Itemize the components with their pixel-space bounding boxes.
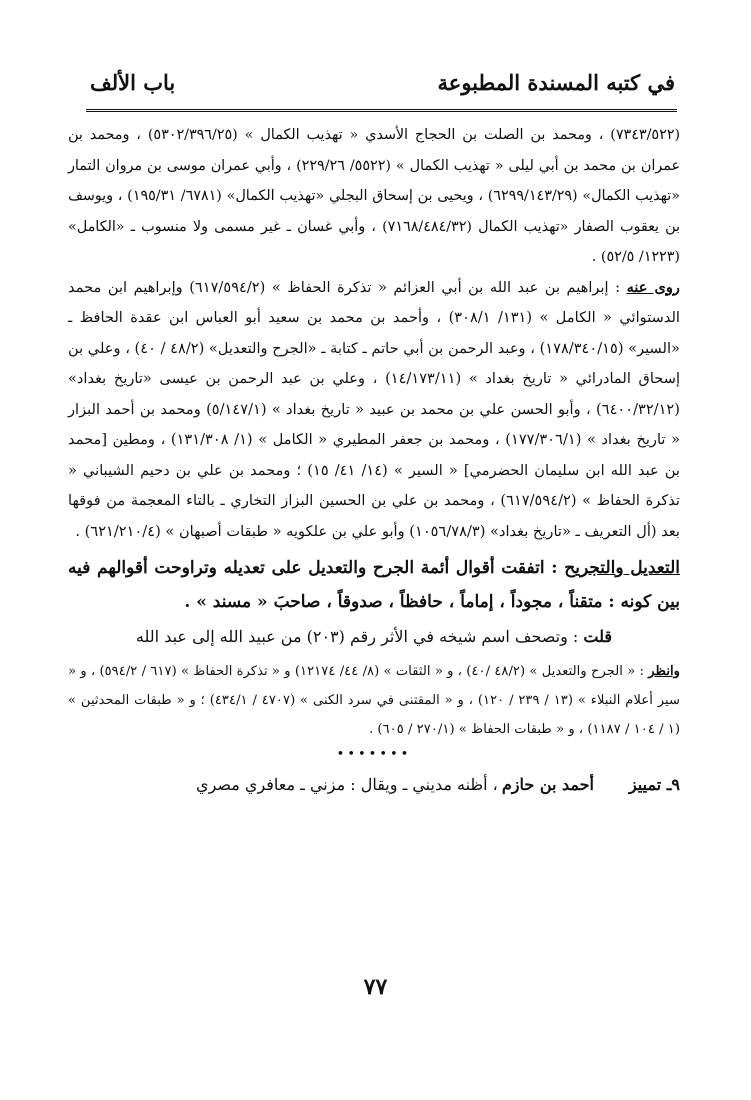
author-note-label: قلت <box>583 627 613 646</box>
page-header <box>90 70 675 95</box>
narrated-from-continuation: (٧٣٤٣/٥٢٢) ، ومحمد بن الصلت بن الحجاج الأسدي « تهذيب الكمال » (٥٣٠٢/٣٩٦/٢٥) ، ومحمد بن عمران بن محمد بن أبي ليلى « تهذيب الكمال » (٥٥٢٢/ ٢٢٩/٢٦) ، وأبي عمران موسى بن مروان التمار «تهذيب الكمال» (٦٢٩٩/١٤٣/٢٩) ، ويحيى بن إسحاق البجلي «تهذيب الكمال» (٦٧٨١/ ١٩٥/٣١) ، ويوسف بن يعقوب الصفار «تهذيب الكمال (٧١٦٨/٤٨٤/٣٢) ، وأبي غسان ـ غير مسمى ولا منسوب ـ «الكامل» (١٢٢٣/ ٥٢/٥) . <box>68 127 681 265</box>
entry-description: ، أظنه مديني ـ ويقال : مزني ـ معافري مصري <box>196 775 498 794</box>
narrators-from-him-paragraph <box>68 273 680 548</box>
author-note <box>68 623 680 651</box>
references-paragraph <box>68 657 680 744</box>
references-text: : « الجرح والتعديل » (٤٨/٢ /٤٠) ، و « الثقات » (٨/ ٤٤/ ١٢١٧٤) و « تذكرة الحفاظ » (٦١٧ / ٥٩٤/٢) ، و « سير أعلام النبلاء » (١٣ / ٢٣٩ / ١٢٠) ، و « المقتنى في سرد الكنى » (٤٧٠٧ / ٤٣٤/١) ؛ و « طبقات المحدثين » (١ / ١٠٤ / ١١٨٧) ، و « طبقات الحفاظ » (٢٧٠/١ / ٦٠٥) . <box>68 664 680 737</box>
narrators-label: روى عنه <box>626 278 680 296</box>
page-number: ٧٧ <box>363 974 388 1000</box>
entry-number: ٩ـ تمييز <box>628 775 680 794</box>
grading-paragraph <box>68 551 680 619</box>
book-title: في كتبه المسندة المطبوعة <box>437 70 675 95</box>
grading-label: التعديل والتجريح <box>564 558 680 578</box>
next-entry <box>68 770 680 800</box>
narrators-text: : إبراهيم بن عبد الله بن أبي العزائم « تذكرة الحفاظ » (٦١٧/٥٩٤/٢) وإبراهيم ابن محمد الدستوائي « الكامل » (١٣١/ ٣٠٨/١) ، وأحمد بن محمد بن سعيد أبو العباس ابن عقدة الحافظ ـ «السير» (١٧٨/٣٤٠/١٥) ، وعبد الرحمن بن أبي حاتم ـ كتابة ـ «الجرح والتعديل» (٤٨/٢ / ٤٠) ، وعلي بن إسحاق المادرائي « تاريخ بغداد » (١٤/١٧٣/١١) ، وعلي بن عبد الرحمن بن عيسى «تاريخ بغداد» (٦٤٠٠/٣٢/١٢) ، وأبو الحسن علي بن محمد بن عبيد « تاريخ بغداد » (٥/١٤٧/١) ومحمد بن أحمد البزار « تاريخ بغداد » (١٧٧/٣٠٦/١) ، ومحمد بن جعفر المطيري « الكامل » (١/ ١٣١/٣٠٨) ، ومطين [محمد بن عبد الله ابن سليمان الحضرمي] « السير » (١٤/ ٤١/ ١٥) ؛ ومحمد بن علي بن دحيم الشيباني « تذكرة الحفاظ » (٦١٧/٥٩٤/٢) ، ومحمد بن علي بن الحسين البزاز التخاري ـ بالتاء المعجمة من فوقها بعد (أل التعريف ـ «تاريخ بغداد» (١٠٥٦/٧٨/٣) وأبو علي بن علكويه « طبقات أصبهان » (٦٢١/٢١٠/٤) . <box>68 278 681 540</box>
author-note-text: : وتصحف اسم شيخه في الأثر رقم (٢٠٣) من عبيد الله إلى عبد الله <box>135 627 579 646</box>
entry-name: أحمد بن حازم <box>501 775 594 794</box>
header-rule <box>86 109 677 112</box>
section-separator: ••••••• <box>336 747 412 762</box>
page-body <box>68 120 680 800</box>
chapter-title: باب الألف <box>90 70 176 95</box>
grading-text: : اتفقت أقوال أئمة الجرح والتعديل على تعديله وتراوحت أقوالهم فيه بين كونه : متقناً ، مجوداً ، إماماً ، حافظاً ، صدوقاً ، صاحبَ « مسند » . <box>68 558 680 612</box>
references-label: وانظر <box>648 664 681 679</box>
